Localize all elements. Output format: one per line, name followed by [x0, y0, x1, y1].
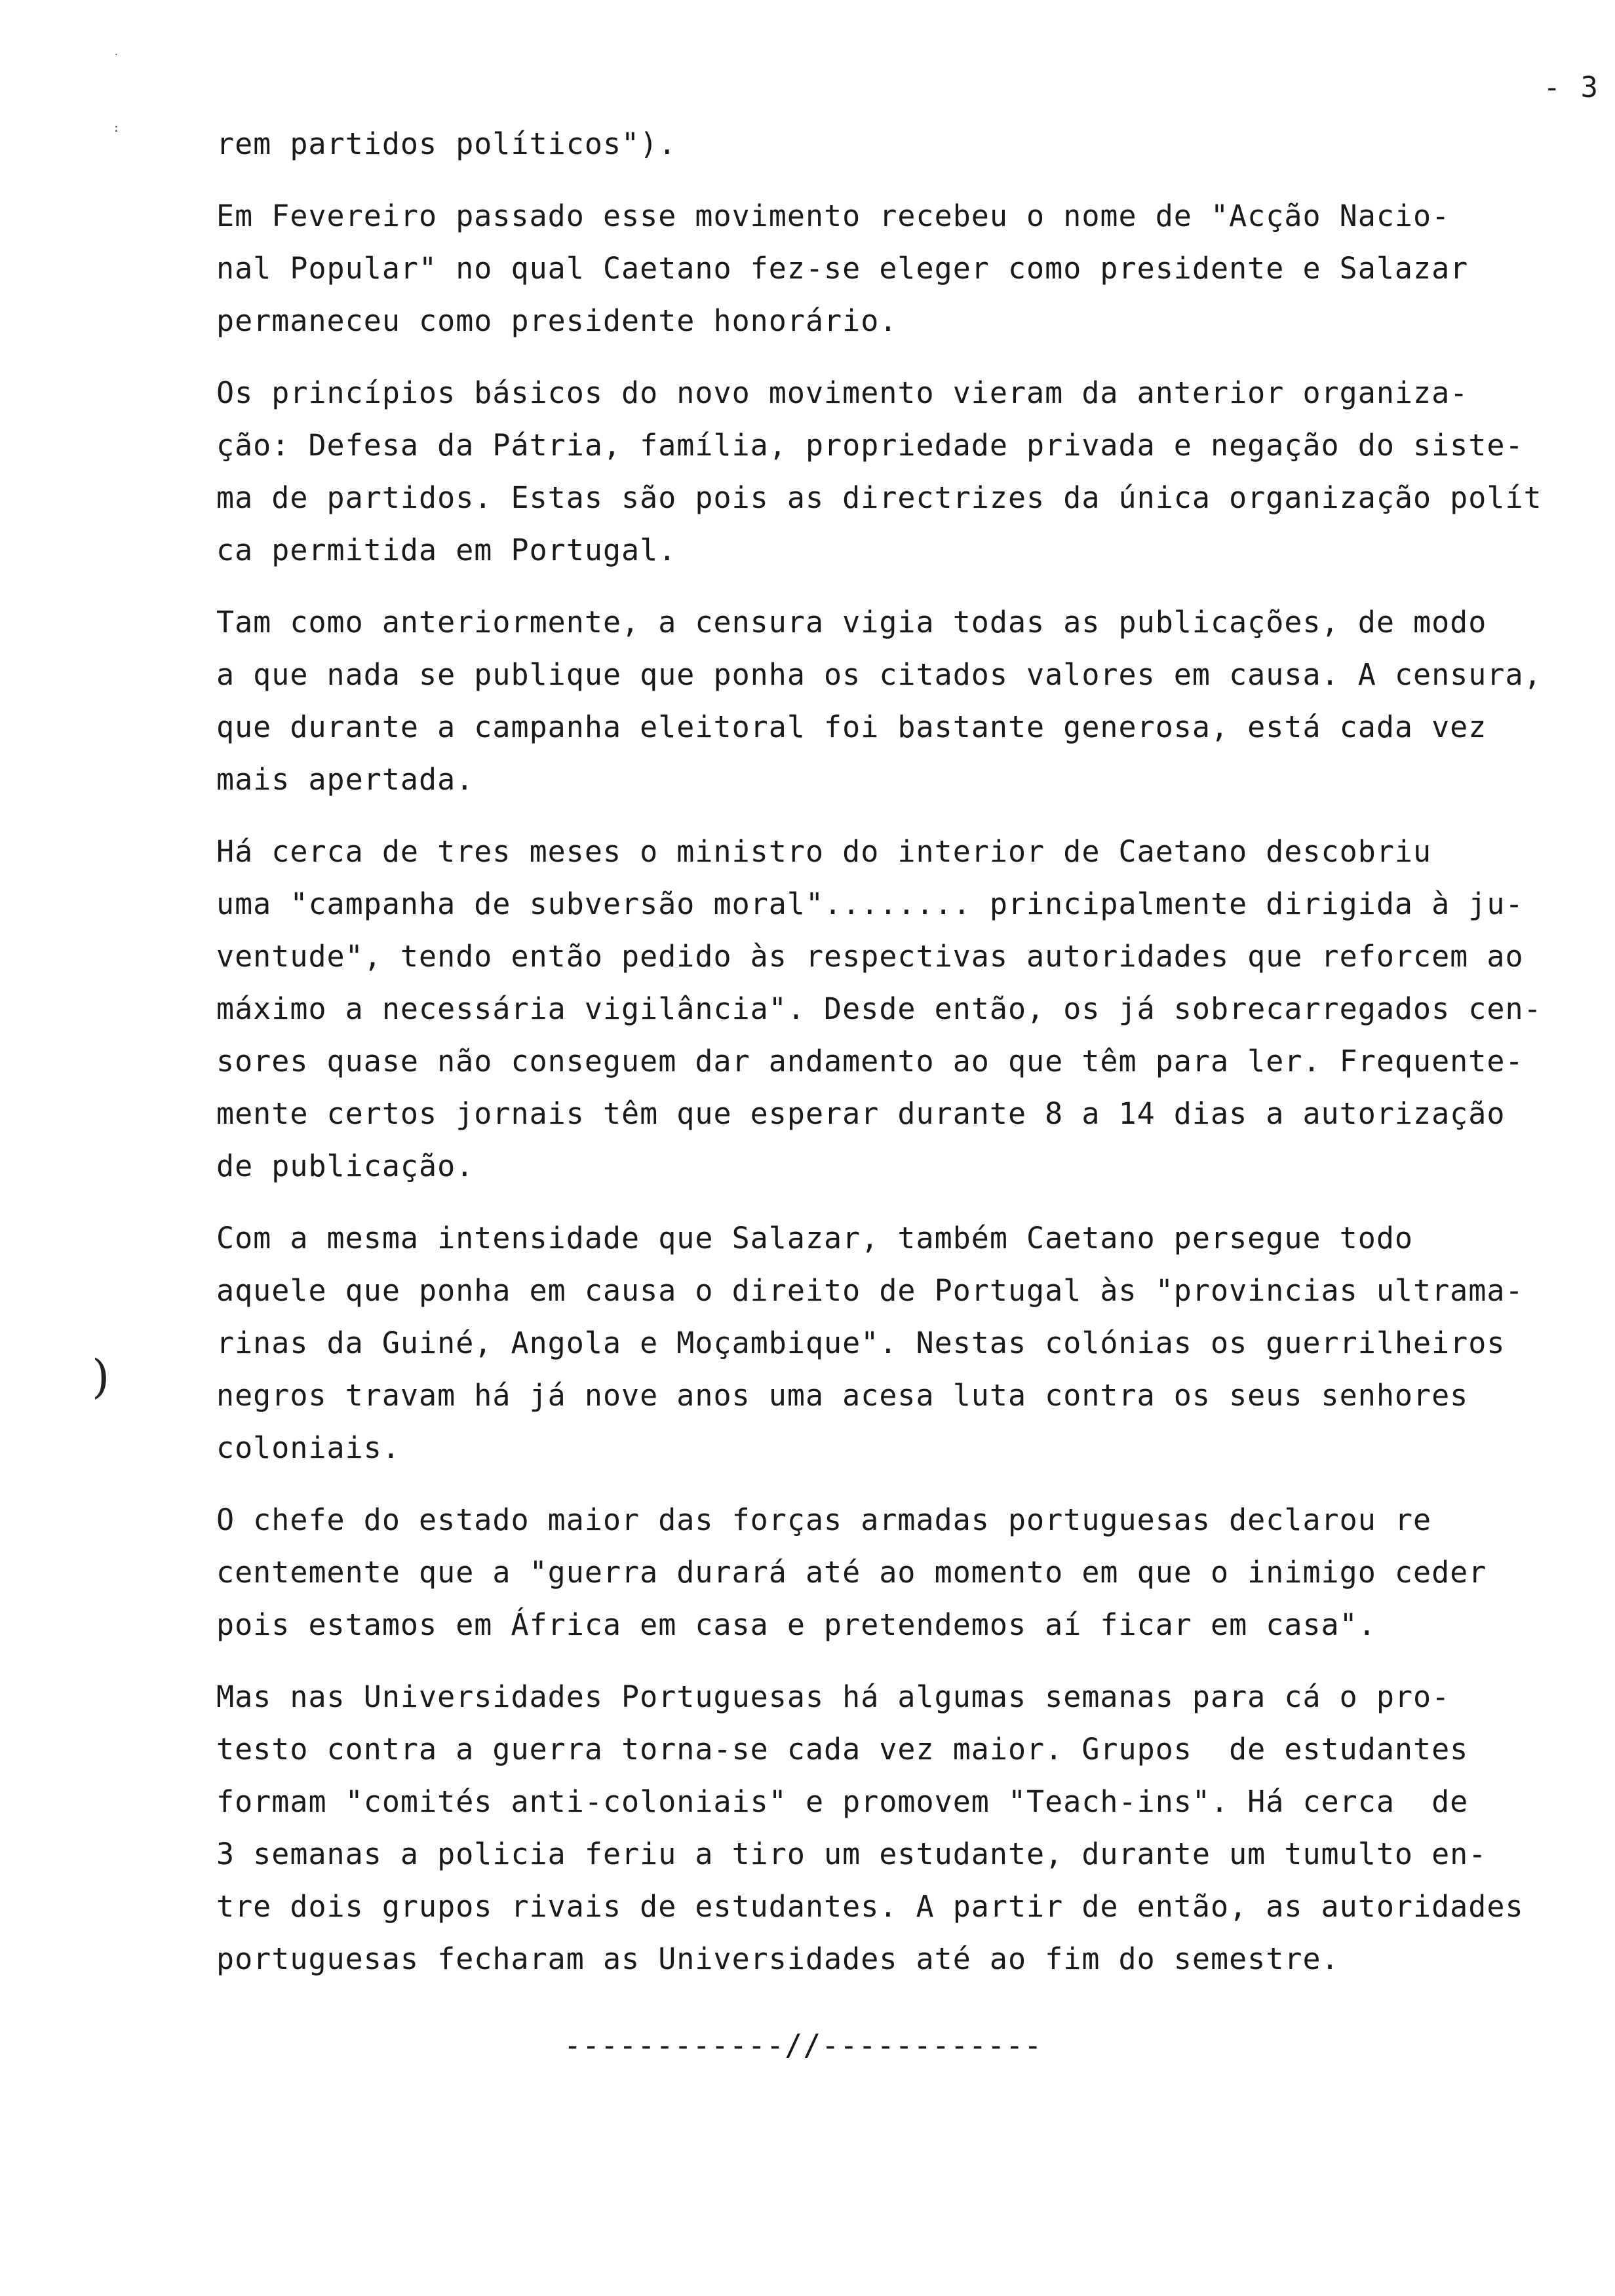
text-line: tre dois grupos rivais de estudantes. A partir de então, as autoridades [216, 1889, 1524, 1924]
paragraph [216, 367, 1606, 577]
text-line: ma de partidos. Estas são pois as directrizes da única organização polít [216, 480, 1542, 515]
text-line: Há cerca de tres meses o ministro do interior de Caetano descobriu [216, 834, 1432, 869]
text-line: permaneceu como presidente honorário. [216, 303, 898, 338]
text-line: O chefe do estado maior das forças armadas portuguesas declarou re [216, 1502, 1432, 1537]
text-line: mente certos jornais têm que esperar durante 8 a 14 dias a autorização [216, 1096, 1506, 1131]
paragraph [216, 596, 1606, 806]
paragraph [216, 1671, 1606, 1985]
text-line: que durante a campanha eleitoral foi bastante generosa, está cada vez [216, 710, 1487, 744]
text-line: ção: Defesa da Pátria, família, propriedade privada e negação do siste- [216, 428, 1524, 463]
text-line: Mas nas Universidades Portuguesas há algumas semanas para cá o pro- [216, 1679, 1450, 1714]
paragraph [216, 1494, 1606, 1651]
margin-speck: : [113, 121, 120, 135]
text-line: a que nada se publique que ponha os citados valores em causa. A censura, [216, 657, 1542, 692]
paragraph [216, 826, 1606, 1193]
text-line: sores quase não conseguem dar andamento ao que têm para ler. Frequente- [216, 1044, 1524, 1079]
text-line: Com a mesma intensidade que Salazar, também Caetano persegue todo [216, 1221, 1413, 1255]
text-line: de publicação. [216, 1149, 475, 1183]
text-line: rem partidos políticos"). [216, 126, 677, 161]
paragraph [216, 118, 1606, 170]
text-line: Em Fevereiro passado esse movimento recebeu o nome de "Acção Nacio- [216, 199, 1450, 233]
page-number: - 3 [1543, 71, 1599, 104]
text-line: máximo a necessária vigilância". Desde então, os já sobrecarregados cen- [216, 991, 1542, 1026]
text-line: formam "comités anti-coloniais" e promovem "Teach-ins". Há cerca de [216, 1784, 1469, 1819]
text-line: ca permitida em Portugal. [216, 533, 677, 567]
text-line: uma "campanha de subversão moral"........ principalmente dirigida à ju- [216, 887, 1524, 921]
text-line: portuguesas fecharam as Universidades até ao fim do semestre. [216, 1942, 1340, 1976]
text-line: 3 semanas a policia feriu a tiro um estudante, durante um tumulto en- [216, 1837, 1487, 1871]
text-line: Os princípios básicos do novo movimento vieram da anterior organiza- [216, 375, 1469, 410]
text-line: pois estamos em África em casa e pretendemos aí ficar em casa". [216, 1607, 1376, 1642]
text-line: ventude", tendo então pedido às respectivas autoridades que reforcem ao [216, 939, 1524, 974]
document-body [216, 118, 1606, 1985]
text-line: coloniais. [216, 1430, 400, 1465]
text-line: Tam como anteriormente, a censura vigia todas as publicações, de modo [216, 605, 1487, 640]
text-line: aquele que ponha em causa o direito de Portugal às "provincias ultrama- [216, 1273, 1524, 1308]
margin-speck: ˙ [113, 52, 120, 66]
text-line: rinas da Guiné, Angola e Moçambique". Nestas colónias os guerrilheiros [216, 1326, 1506, 1360]
text-line: mais apertada. [216, 762, 475, 797]
paragraph [216, 190, 1606, 347]
text-line: nal Popular" no qual Caetano fez-se eleger como presidente e Salazar [216, 251, 1469, 286]
margin-paren-mark: ) [92, 1350, 110, 1404]
section-divider: ------------//------------ [564, 2028, 1043, 2063]
text-line: negros travam há já nove anos uma acesa luta contra os seus senhores [216, 1378, 1469, 1413]
text-line: testo contra a guerra torna-se cada vez maior. Grupos de estudantes [216, 1732, 1469, 1767]
paragraph [216, 1212, 1606, 1474]
text-line: centemente que a "guerra durará até ao momento em que o inimigo ceder [216, 1555, 1487, 1590]
